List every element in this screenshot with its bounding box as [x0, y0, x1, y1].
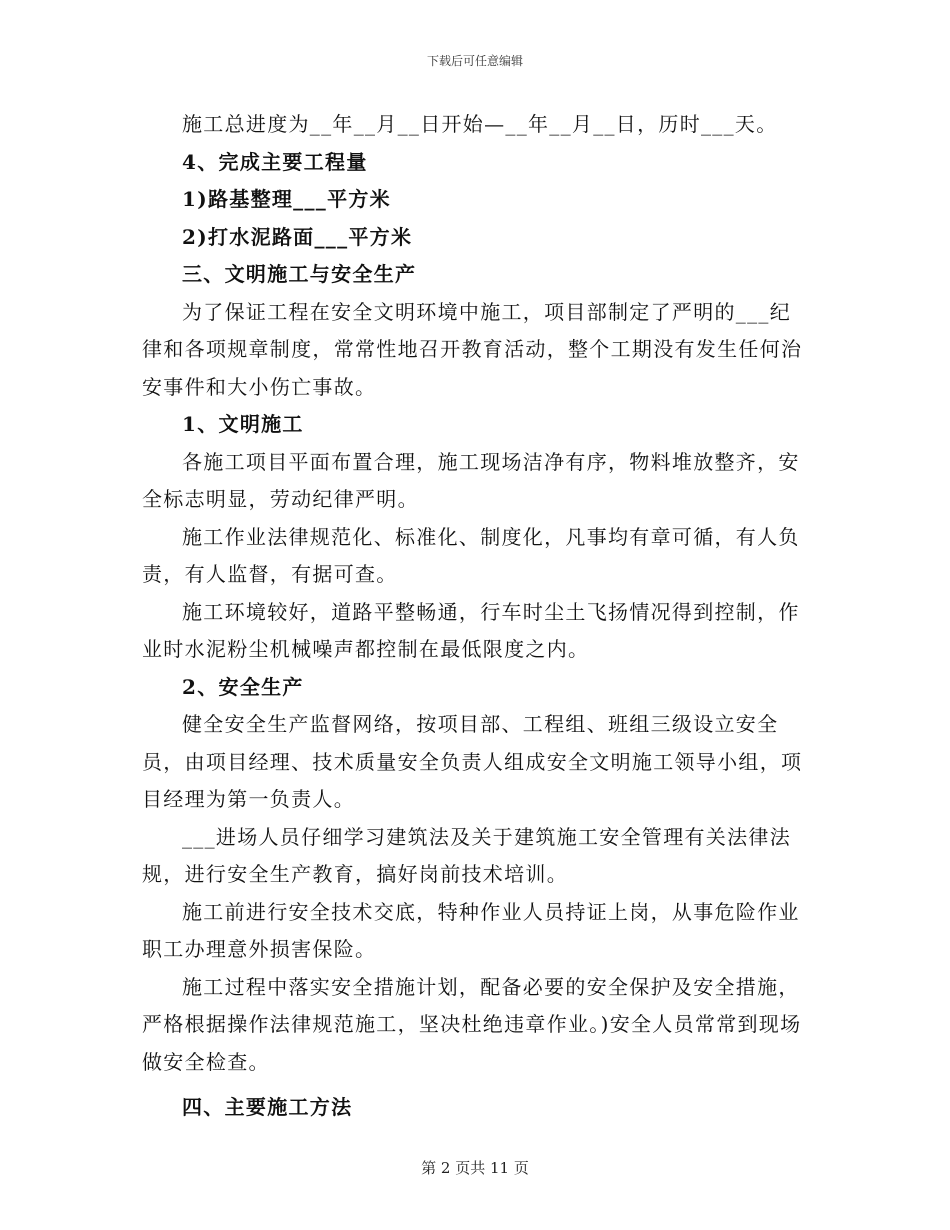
page-footer: 第 2 页共 11 页 [421, 1159, 529, 1177]
paragraph-safety-network: 健全安全生产监督网络，按项目部、工程组、班组三级设立安全员，由项目经理、技术质量安全负责人组成安全文明施工领导小组，项目经理为第一负责人。 [142, 712, 803, 811]
paragraph-environment: 施工环境较好，道路平整畅通，行车时尘土飞扬情况得到控制，作业时水泥粉尘机械噪声都控制在最低限度之内。 [142, 599, 800, 661]
paragraph-schedule: 施工总进度为__年__月__日开始—__年__月__日，历时___天。 [182, 112, 778, 136]
item-subgrade: 1)路基整理___平方米 [182, 187, 391, 211]
paragraph-safety-measures: 施工过程中落实安全措施计划，配备必要的安全保护及安全措施，严格根据操作法律规范施工，坚决杜绝违章作业。)安全人员常常到现场做安全检查。 [142, 974, 802, 1074]
paragraph-discipline: 为了保证工程在安全文明环境中施工，项目部制定了严明的___纪律和各项规章制度，常常性地召开教育活动，整个工期没有发生任何治安事件和大小伤亡事故。 [142, 299, 803, 399]
item-cement-road: 2)打水泥路面___平方米 [182, 224, 413, 249]
paragraph-safety-training: ___进场人员仔细学习建筑法及关于建筑施工安全管理有关法律法规，进行安全生产教育，搞好岗前技术培训。 [142, 824, 791, 886]
paragraph-safety-briefing: 施工前进行安全技术交底，特种作业人员持证上岗，从事危险作业职工办理意外损害保险。 [142, 899, 800, 961]
heading-section-three: 三、文明施工与安全生产 [182, 262, 417, 286]
paragraph-layout: 各施工项目平面布置合理，施工现场洁净有序，物料堆放整齐，安全标志明显，劳动纪律严明。 [142, 449, 800, 511]
heading-safety-production: 2、安全生产 [182, 674, 304, 699]
heading-section-four: 四、主要施工方法 [182, 1095, 353, 1119]
paragraph-standardization: 施工作业法律规范化、标准化、制度化，凡事均有章可循，有人负责，有人监督，有据可查。 [142, 524, 800, 586]
heading-civilized-construction: 1、文明施工 [182, 412, 304, 436]
document-body [142, 106, 807, 1127]
page-header: 下载后可任意编辑 [426, 54, 523, 68]
heading-main-quantities: 4、完成主要工程量 [182, 149, 368, 174]
